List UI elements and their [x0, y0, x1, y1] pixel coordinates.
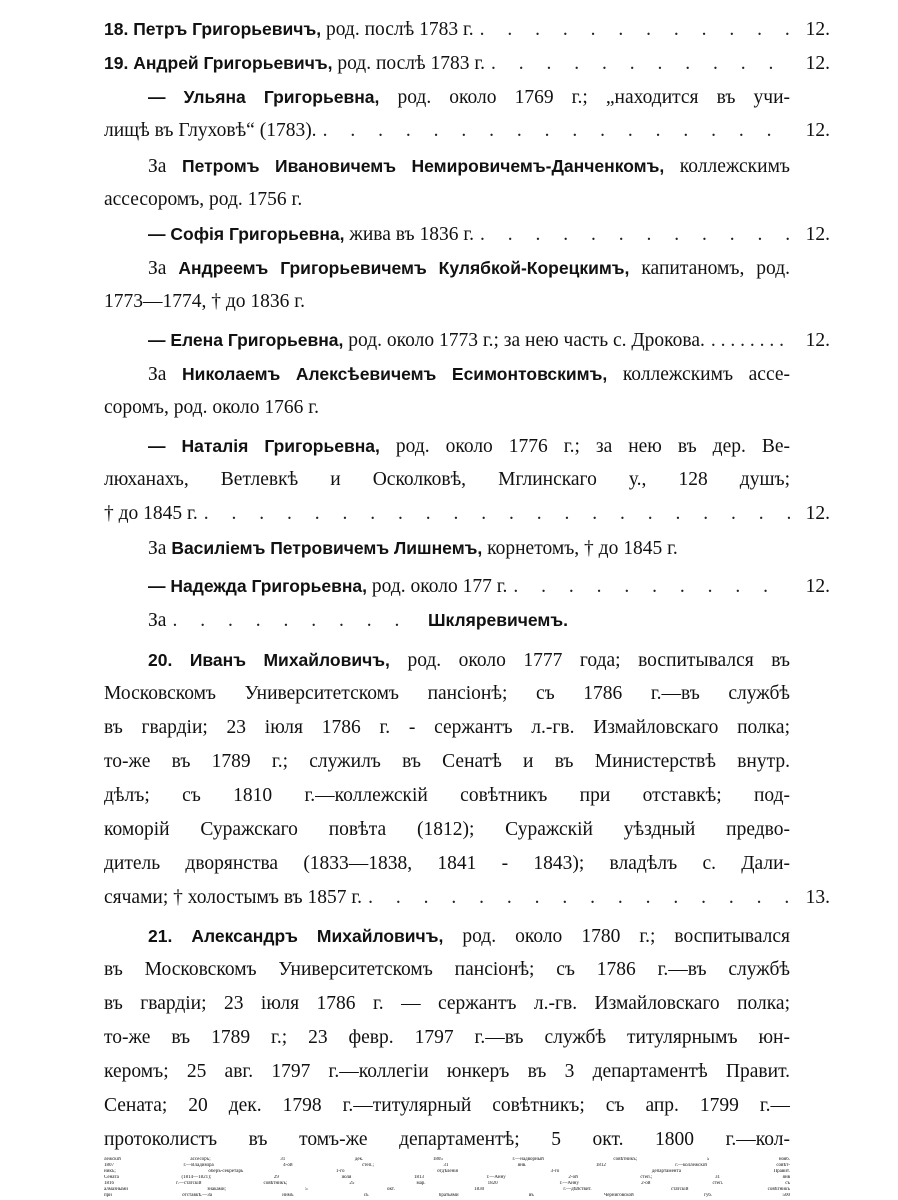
entry-21-line: 1807 г.—Владиміра 4-ой степ.; 31 янв. 1812 г.—коллежскій совѣт-	[104, 1163, 790, 1168]
entry-sofia	[148, 217, 830, 251]
entry-21-line: Сената (1814—1821); 29 іюля 1813 г.—Анну 2-ой степ.; 31 янв	[104, 1175, 790, 1180]
spouse-line1	[148, 357, 790, 391]
entry-text: люханахъ, Ветлевкѣ и Осколковѣ, Мглинскаго у., 128 душъ;	[104, 469, 790, 490]
entry-21-line: Сената; 20 дек. 1798 г.—титулярный совѣтникъ; съ апр. 1799 г.—	[104, 1095, 790, 1116]
entry-text: сячами; † холостымъ въ 1857 г.	[104, 887, 363, 908]
spouse-prefix: За	[148, 538, 167, 559]
entry-20-last	[104, 881, 830, 915]
entry-text: коллежскимъ ассе-	[622, 364, 790, 385]
spouse-line1	[148, 149, 790, 183]
person-name: 18. Петръ Григорьевичъ,	[104, 19, 322, 39]
leader-dots	[323, 114, 790, 148]
entry-text: род. около 1780 г.; воспитывался	[462, 926, 790, 947]
entry-text: род. около 1776 г.; за нею въ дер. Ве-	[395, 436, 790, 457]
entry-21-line: керомъ; 25 авг. 1797 г.—коллегіи юнкеръ въ 3 департаментѣ Правит.	[104, 1061, 790, 1082]
page-ref: 12.	[805, 224, 830, 245]
entry-nadezhda	[148, 569, 830, 603]
spouse-prefix: За	[148, 156, 167, 177]
entry-20-line: въ гвардіи; 23 іюля 1786 г. - сержантъ л.-гв. Измайловскаго полка;	[104, 717, 790, 738]
spouse-line1	[148, 531, 830, 565]
person-name: — Софія Григорьевна,	[148, 224, 345, 244]
entry-text: лищѣ въ Глуховѣ“ (1783).	[104, 120, 317, 141]
leader-dots	[368, 881, 790, 915]
entry-text: род. около 1777 года; воспитывался въ	[407, 650, 790, 671]
entry-19	[104, 46, 830, 80]
spouse-name: Николаемъ Алексѣевичемъ Есимонтовскимъ,	[182, 364, 608, 384]
spouse-prefix: За	[148, 258, 167, 279]
entry-21-line: 1816 г.—статскій совѣтникъ; 25 мар. 1820 г.—Анну 2-ой степ. съ	[104, 1181, 790, 1186]
spouse-line2	[104, 391, 830, 425]
leader-dots	[513, 570, 790, 603]
entry-text: род. послѣ 1783 г.	[337, 53, 486, 74]
entry-text: 1773—1774, † до 1836 г.	[104, 291, 305, 312]
entry-20-line1	[148, 643, 790, 677]
leader-dots	[172, 604, 422, 637]
entry-21-line: алмазными знаками; 5 окт. 1830 г.—дѣйствит. статскій совѣтникъ	[104, 1187, 790, 1192]
entry-text: род. около 177 г.	[371, 576, 508, 597]
entry-uliana-line1	[148, 80, 790, 114]
entry-20-line: дитель дворянства (1833—1838, 1841 - 1843); владѣлъ с. Дали-	[104, 853, 790, 874]
leader-dots	[480, 13, 790, 46]
spouse-name: Василіемъ Петровичемъ Лишнемъ,	[171, 538, 483, 558]
spouse-line1	[148, 603, 568, 637]
leader-dots	[711, 324, 790, 357]
spouse-line1	[148, 251, 790, 285]
entry-text: род. послѣ 1783 г.	[325, 19, 474, 40]
spouse-name: Андреемъ Григорьевичемъ Кулябкой-Корецкимъ,	[178, 258, 630, 278]
person-name: 20. Иванъ Михайловичъ,	[148, 650, 390, 670]
entry-text: коллежскимъ	[679, 156, 790, 177]
page-ref: 12.	[805, 53, 830, 74]
entry-21-line1	[148, 919, 790, 953]
spouse-line2	[104, 285, 830, 319]
person-name: — Надежда Григорьевна,	[148, 576, 368, 596]
page-ref: 13.	[805, 887, 830, 908]
person-name: — Елена Григорьевна,	[148, 330, 344, 350]
entry-20-line: то-же въ 1789 г.; служилъ въ Сенатѣ и въ Министерствѣ внутр.	[104, 751, 790, 772]
leader-dots	[491, 47, 790, 80]
entry-text: соромъ, род. около 1766 г.	[104, 397, 319, 418]
leader-dots	[480, 218, 790, 251]
entry-21-line: въ гвардіи; 23 іюля 1786 г. — сержантъ л.-гв. Измайловскаго полка;	[104, 993, 790, 1014]
page-ref: 12.	[805, 503, 830, 524]
person-name: — Наталія Григорьевна,	[148, 436, 380, 456]
leader-dots	[204, 497, 790, 531]
spouse-name: Петромъ Ивановичемъ Немировичемъ-Данченкомъ,	[181, 156, 665, 176]
person-name: — Ульяна Григорьевна,	[148, 87, 380, 107]
page-ref: 12.	[805, 120, 830, 141]
entry-text: корнетомъ, † до 1845 г.	[487, 538, 678, 559]
entry-elena	[148, 323, 830, 357]
entry-21-line: то-же въ 1789 г.; 23 февр. 1797 г.—въ службѣ титулярнымъ юн-	[104, 1027, 790, 1048]
entry-text: род. около 1773 г.; за нею часть с. Дрокова.	[348, 330, 705, 351]
entry-21-line: въ Московскомъ Университетскомъ пансіонѣ; съ 1786 г.—въ службѣ	[104, 959, 790, 980]
entry-20-line: коморій Суражскаго повѣта (1812); Суражскій уѣздный предво-	[104, 819, 790, 840]
spouse-line2	[104, 183, 830, 217]
person-name: 21. Александръ Михайловичъ,	[148, 926, 444, 946]
entry-text: капитаномъ, род.	[641, 258, 790, 279]
entry-natalia-line3	[104, 497, 830, 531]
page-ref: 12.	[805, 330, 830, 351]
entry-text: жива въ 1836 г.	[349, 224, 474, 245]
page-ref: 12.	[805, 576, 830, 597]
entry-18	[104, 12, 830, 46]
spouse-prefix: За	[148, 610, 167, 631]
entry-text: ассесоромъ, род. 1756 г.	[104, 189, 303, 210]
entry-text: † до 1845 г.	[104, 503, 198, 524]
person-name: 19. Андрей Григорьевичъ,	[104, 53, 333, 73]
entry-text: род. около 1769 г.; „находится въ учи-	[397, 87, 790, 108]
entry-20-line: Московскомъ Университетскомъ пансіонѣ; съ 1786 г.—въ службѣ	[104, 683, 790, 704]
entry-21-line: никъ; оберъ-секретарь 1-го отдѣленія 3-го департамента Правит.	[104, 1169, 790, 1174]
entry-natalia-line2	[104, 463, 790, 497]
entry-uliana-line2	[104, 114, 830, 148]
entry-20-line: дѣлъ; съ 1810 г.—коллежскій совѣтникъ при отставкѣ; под-	[104, 785, 790, 806]
entry-21-line: лежскій ассесоръ; 31 дек. 1805 г.—надворный совѣтникъ; 5 нояб.	[104, 1157, 790, 1162]
entry-natalia-line1	[148, 429, 790, 463]
spouse-name: Шкляревичемъ.	[427, 610, 568, 630]
page-ref: 12.	[805, 19, 830, 40]
spouse-prefix: За	[148, 364, 167, 385]
entry-21-line: протоколистъ въ томъ-же департаментѣ; 5 окт. 1800 г.—кол-	[104, 1129, 790, 1150]
entry-21-line: при отставкѣ.—За нимъ съ братьями въ Черниговской губ. 500	[104, 1193, 790, 1198]
